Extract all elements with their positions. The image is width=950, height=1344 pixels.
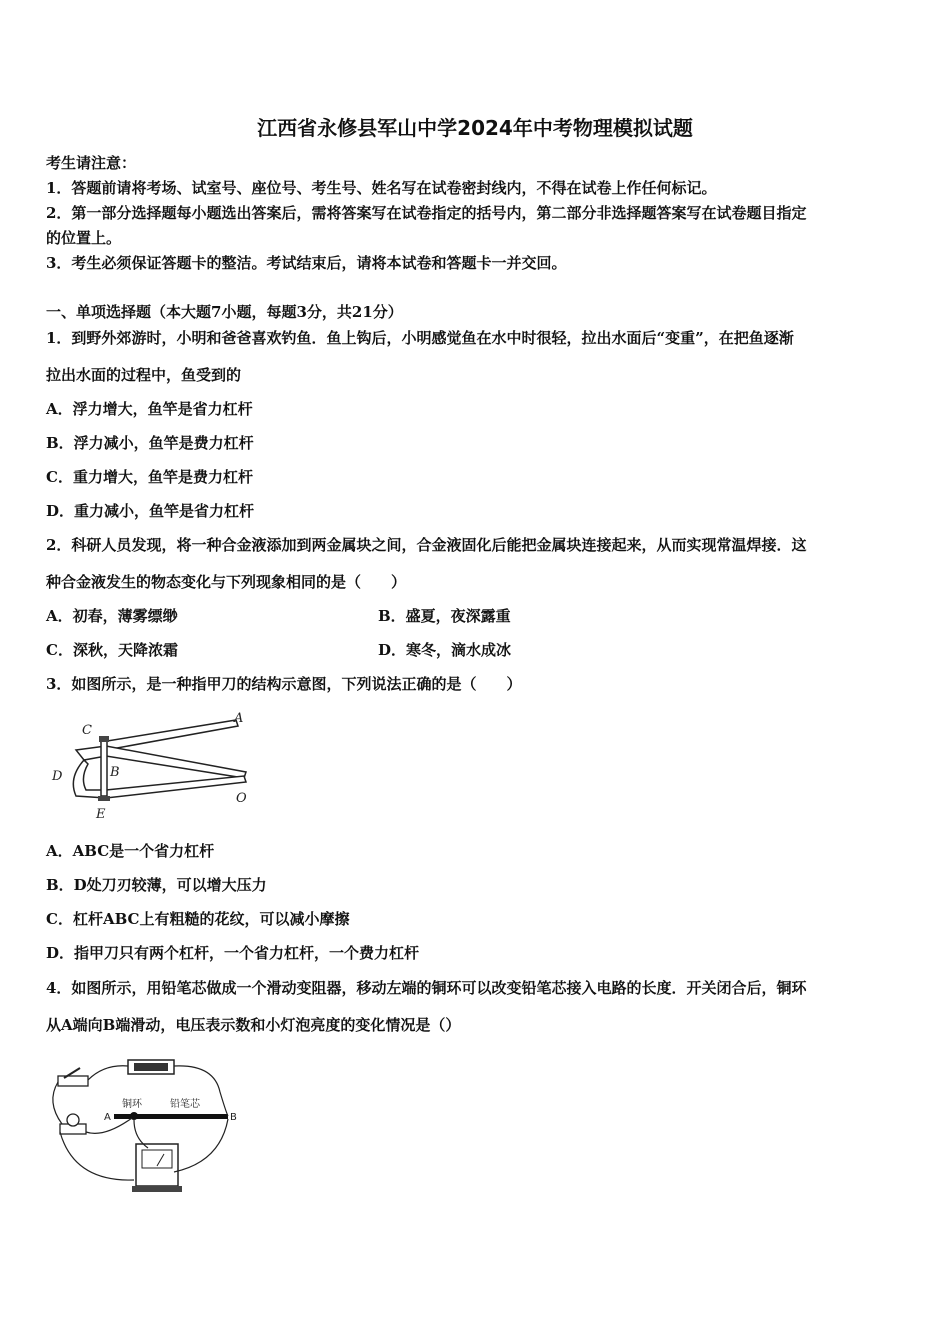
page-title: 江西省永修县军山中学2024年中考物理模拟试题 — [257, 116, 693, 140]
q4-stem-line2: 从A端向B端滑动，电压表示数和小灯泡亮度的变化情况是（） — [46, 1016, 461, 1034]
q3-option-d: D．指甲刀只有两个杠杆，一个省力杠杆，一个费力杠杆 — [46, 944, 420, 962]
q1-option-c: C．重力增大，鱼竿是费力杠杆 — [46, 468, 253, 486]
q2-option-b: B．盛夏，夜深露重 — [378, 607, 511, 625]
q1-option-a: A．浮力增大，鱼竿是省力杠杆 — [46, 400, 253, 418]
notice-item-2-cont: 的位置上。 — [46, 229, 122, 247]
rheostat-circuit-figure — [44, 1052, 244, 1200]
fig-label-a: A — [104, 1112, 111, 1123]
fig-label-core: 铅笔芯 — [170, 1099, 200, 1110]
fig-label-c: C — [82, 723, 92, 738]
switch-icon — [58, 1076, 88, 1086]
q4-stem-line1: 4．如图所示，用铅笔芯做成一个滑动变阻器，移动左端的铜环可以改变铅笔芯接入电路的长度．开关闭合后，铜环 — [46, 979, 807, 997]
q2-option-d: D．寒冬，滴水成冰 — [378, 641, 512, 659]
nail-clipper-figure — [46, 710, 256, 825]
section-heading: 一、单项选择题（本大题7小题，每题3分，共21分） — [46, 303, 403, 321]
q1-stem-line2: 拉出水面的过程中，鱼受到的 — [46, 366, 242, 384]
fig-label-ring: 铜环 — [122, 1099, 142, 1110]
notice-item-2: 2．第一部分选择题每小题选出答案后，需将答案写在试卷指定的括号内，第二部分非选择题答案写在试卷题目指定 — [46, 204, 807, 222]
q2-option-c: C．深秋，天降浓霜 — [46, 641, 178, 659]
fig-label-d: D — [52, 769, 63, 784]
fig-label-e: E — [96, 807, 106, 822]
q3-option-c: C．杠杆ABC上有粗糙的花纹，可以减小摩擦 — [46, 910, 350, 928]
notice-item-1: 1．答题前请将考场、试室号、座位号、考生号、姓名写在试卷密封线内，不得在试卷上作任何标记。 — [46, 179, 717, 197]
q2-stem-line2: 种合金液发生的物态变化与下列现象相同的是（ ） — [46, 573, 407, 591]
q2-stem-line1: 2．科研人员发现，将一种合金液添加到两金属块之间，合金液固化后能把金属块连接起来，从而实现常温焊接．这 — [46, 536, 807, 554]
fig-label-b: B — [110, 765, 120, 780]
notice-heading: 考生请注意： — [46, 154, 137, 172]
q3-option-a: A．ABC是一个省力杠杆 — [46, 842, 215, 860]
q1-option-d: D．重力减小，鱼竿是省力杠杆 — [46, 502, 255, 520]
fig-label-o: O — [236, 791, 247, 806]
q1-option-b: B．浮力减小，鱼竿是费力杠杆 — [46, 434, 254, 452]
fig-label-a: A — [234, 711, 244, 726]
q1-stem-line1: 1．到野外郊游时，小明和爸爸喜欢钓鱼．鱼上钩后，小明感觉鱼在水中时很轻，拉出水面后“变重”，在把鱼逐渐 — [46, 329, 794, 347]
notice-item-3: 3．考生必须保证答题卡的整洁。考试结束后，请将本试卷和答题卡一并交回。 — [46, 254, 567, 272]
q2-option-a: A．初春，薄雾缥缈 — [46, 607, 178, 625]
fig-label-b: B — [230, 1112, 237, 1123]
q3-stem: 3．如图所示，是一种指甲刀的结构示意图，下列说法正确的是（ ） — [46, 675, 522, 693]
q3-option-b: B．D处刀刃较薄，可以增大压力 — [46, 876, 267, 894]
